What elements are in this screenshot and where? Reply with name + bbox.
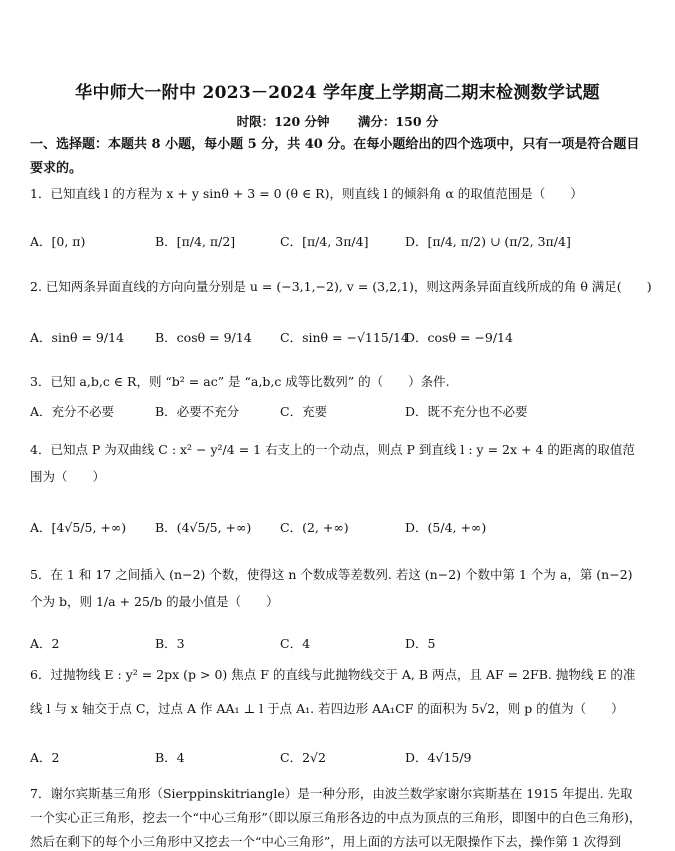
q5-option-c: C．4 bbox=[280, 636, 311, 651]
question-6-stem: 6．过抛物线 E : y² = 2px (p > 0) 焦点 F 的直线与此抛物线交于 A, B 两点，且 AF = 2FB. 抛物线 E 的准线 l 与 x 轴交于点 C，过点 A 作 AA₁ ⊥ l 于点 A₁. 若四边形 AA₁CF 的面积为 5√2，则 p 的值为（ ） bbox=[30, 667, 636, 716]
question-5-stem: 5．在 1 和 17 之间插入 (n−2) 个数，使得这 n 个数成等差数列. 若这 (n−2) 个数中第 1 个为 a，第 (n−2) 个为 b，则 1/a + 25/b 的最小值是（ ） bbox=[30, 567, 633, 609]
q5-option-a: A．2 bbox=[30, 636, 60, 651]
question-3-stem: 3．已知 a,b,c ∈ R，则 “b² = ac” 是 “a,b,c 成等比数列” 的（ ）条件. bbox=[30, 374, 450, 389]
question-7-stem: 7．谢尔宾斯基三角形（Sierppinskitriangle）是一种分形，由波兰数学家谢尔宾斯基在 1915 年提出. 先取一个实心正三角形，挖去一个“中心三角形”（即以原三角形各边的中点为顶点的三角形，即图中的白色三角形)，然后在剩下的每个小三角形中又挖去一个“中心三角形”，用上面的方法可以无限操作下去，操作第 1 次得到 bbox=[30, 786, 642, 849]
question-1-stem: 1．已知直线 l 的方程为 x + y sinθ + 3 = 0 (θ ∈ R)，则直线 l 的倾斜角 α 的取值范围是（ ） bbox=[30, 186, 583, 201]
q5-option-b: B．3 bbox=[155, 636, 185, 651]
exam-subtitle bbox=[0, 112, 675, 130]
q1-option-a: A．[0, π) bbox=[30, 234, 86, 249]
q3-option-c: C．充要 bbox=[280, 404, 328, 419]
q1-option-b: B．[π/4, π/2] bbox=[155, 234, 236, 249]
full-score: 满分：150 分 bbox=[357, 114, 439, 129]
section-heading: 一、选择题：本题共 8 小题，每小题 5 分，共 40 分。在每小题给出的四个选项中，只有一项是符合题目要求的。 bbox=[30, 137, 640, 176]
q6-option-a: A．2 bbox=[30, 750, 60, 765]
q2-option-b: B．cosθ = 9/14 bbox=[155, 330, 252, 345]
exam-title: 华中师大一附中 2023－2024 学年度上学期高二期末检测数学试题 bbox=[75, 83, 600, 103]
q3-option-a: A．充分不必要 bbox=[30, 404, 115, 419]
q4-option-a: A．[4√5/5, +∞) bbox=[30, 520, 127, 535]
q3-option-d: D．既不充分也不必要 bbox=[405, 404, 528, 419]
q1-option-c: C．[π/4, 3π/4] bbox=[280, 234, 369, 249]
q6-option-b: B．4 bbox=[155, 750, 185, 765]
q2-option-a: A．sinθ = 9/14 bbox=[30, 330, 125, 345]
q6-option-d: D．4√15/9 bbox=[405, 750, 472, 765]
q4-option-d: D．(5/4, +∞) bbox=[405, 520, 487, 535]
q1-option-d: D．[π/4, π/2) ∪ (π/2, 3π/4] bbox=[405, 234, 571, 249]
question-2-stem: 2. 已知两条异面直线的方向向量分别是 u = (−3,1,−2), v = (3,2,1)，则这两条异面直线所成的角 θ 满足( ) bbox=[30, 279, 652, 294]
question-4-stem: 4．已知点 P 为双曲线 C : x² − y²/4 = 1 右支上的一个动点，则点 P 到直线 l : y = 2x + 4 的距离的取值范围为（ ） bbox=[30, 442, 635, 484]
q5-option-d: D．5 bbox=[405, 636, 436, 651]
q4-option-c: C．(2, +∞) bbox=[280, 520, 349, 535]
q2-option-c: C．sinθ = −√115/14 bbox=[280, 330, 409, 345]
q6-option-c: C．2√2 bbox=[280, 750, 326, 765]
q4-option-b: B．(4√5/5, +∞) bbox=[155, 520, 252, 535]
q3-option-b: B．必要不充分 bbox=[155, 404, 240, 419]
q2-option-d: D．cosθ = −9/14 bbox=[405, 330, 513, 345]
time-limit: 时限：120 分钟 bbox=[236, 114, 330, 129]
